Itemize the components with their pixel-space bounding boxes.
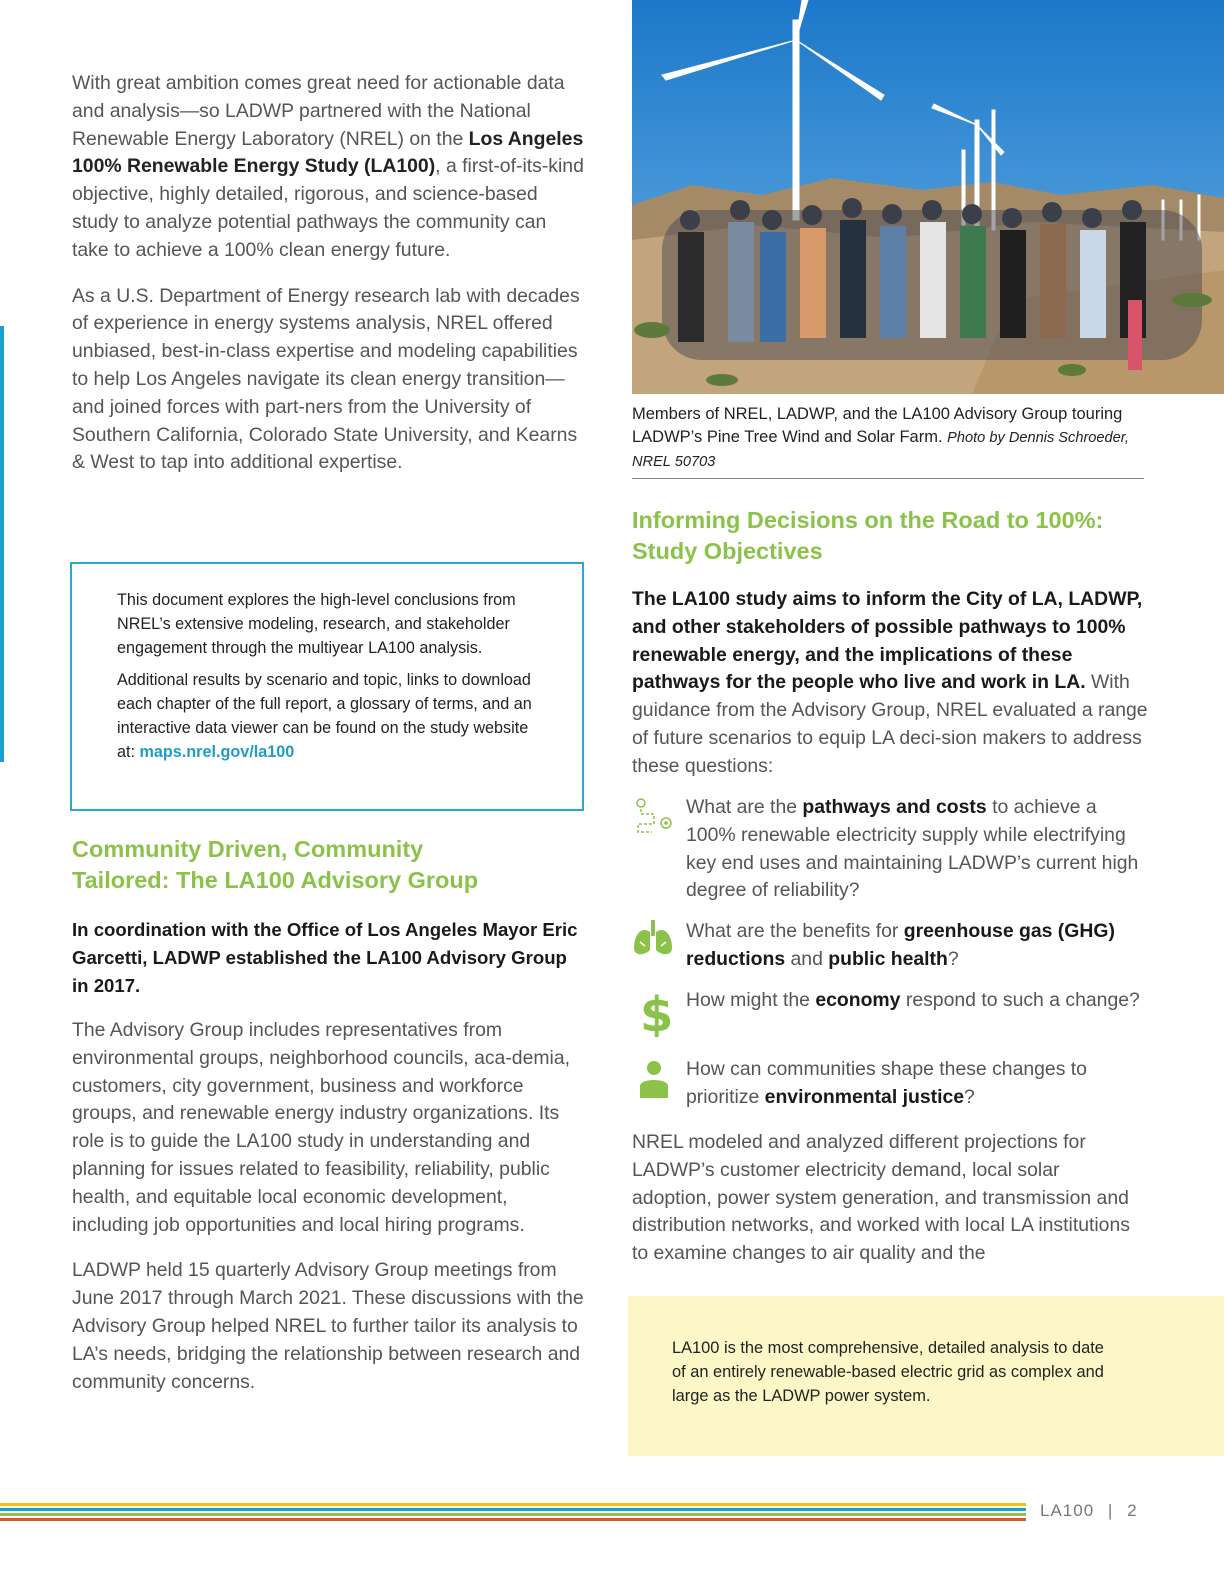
stripe-orange	[0, 1518, 1026, 1521]
q2-bold-ghg: greenhouse gas (GHG) reductions	[686, 920, 1115, 970]
left-accent-bar	[0, 326, 4, 762]
footer-label: LA100	[1040, 1501, 1095, 1520]
question-pathways-text	[686, 794, 1146, 905]
advisory-heading-line1: Community Driven, Community	[72, 836, 424, 862]
advisory-body	[72, 1017, 584, 1396]
svg-text:$: $	[640, 987, 674, 1037]
stripe-green	[0, 1513, 1026, 1516]
stripe-blue	[0, 1508, 1026, 1511]
q4-post: ?	[964, 1085, 975, 1108]
callout-box	[628, 1296, 1224, 1456]
q1-pre: What are the	[686, 796, 803, 818]
intro-text: With great ambition comes great need for actionable data and analysis—so LADWP partnered with the National Renewable Energy Laboratory (NREL) on the	[72, 72, 565, 150]
photo-caption	[632, 403, 1144, 474]
objectives-heading-line1: Informing Decisions on the Road to 100%:	[632, 507, 1104, 533]
caption-text: Members of NREL, LADWP, and the LA100 Advisory Group touring LADWP’s Pine Tree Wind and Solar Farm.	[632, 405, 1123, 446]
info-box	[70, 562, 584, 811]
lungs-icon	[632, 918, 674, 960]
q2-bold-health: public health	[828, 947, 948, 970]
advisory-paragraph: The Advisory Group includes representatives from environmental groups, neighborhood councils, aca-demia, customers, city government, business and workforce groups, and renewable energy industry organizations. Its role is to guide the LA100 study in understanding and planning for issues related to feasibility, reliability, public health, and equitable local economic development, including job opportunities and local hiring programs.	[72, 1019, 570, 1236]
q2-pre: What are the benefits for	[686, 920, 904, 942]
q1-bold: pathways and costs	[802, 796, 987, 818]
dollar-icon	[632, 987, 674, 1037]
q3-post: respond to such a change?	[900, 989, 1140, 1011]
person-icon	[632, 1056, 674, 1098]
meetings-paragraph: LADWP held 15 quarterly Advisory Group meetings from June 2017 through March 2021. These discussions with the Advisory Group helped NREL to further tailor its analysis to LA’s needs, bridging the relationship between research and community concerns.	[72, 1259, 584, 1393]
intro-paragraph	[72, 70, 584, 265]
wind-farm-photo	[632, 0, 1224, 394]
advisory-lead: In coordination with the Office of Los Angeles Mayor Eric Garcetti, LADWP established the LA100 Advisory Group in 2017.	[72, 919, 578, 996]
group-photo	[632, 0, 1224, 394]
page-footer	[1040, 1501, 1138, 1521]
advisory-group-heading	[72, 834, 584, 896]
study-website-link[interactable]: maps.nrel.gov/la100	[139, 743, 295, 761]
callout-text: LA100 is the most comprehensive, detailed analysis to date of an entirely renewable-based electric grid as complex and large as the LADWP power system.	[672, 1339, 1104, 1405]
footer-separator: |	[1107, 1501, 1114, 1520]
q3-pre: How might the	[686, 989, 816, 1011]
q3-bold: economy	[815, 989, 901, 1011]
objectives-heading	[632, 505, 1144, 567]
caption-divider	[632, 478, 1144, 479]
q2-mid: and	[785, 947, 829, 970]
study-name: Los Angeles 100% Renewable Energy Study (LA100)	[72, 127, 584, 178]
photo-credit: Photo by Dennis Schroeder, NREL 50703	[632, 430, 1129, 470]
info-box-text-1: This document explores the high-level conclusions from NREL’s extensive modeling, research, and stakeholder engagement through the multiyear LA100 analysis.	[117, 591, 516, 657]
q2-post: ?	[947, 947, 959, 970]
modeling-paragraph: NREL modeled and analyzed different projections for LADWP’s customer electricity demand, local solar adoption, power system generation, and transmission and distribution networks, and worked with local LA institutions to examine changes to air quality and the	[632, 1131, 1130, 1265]
q4-pre: How can communities shape these changes to prioritize	[686, 1058, 1087, 1108]
left-intro	[72, 70, 584, 477]
nrel-paragraph: As a U.S. Department of Energy research lab with decades of experience in energy systems analysis, NREL offered unbiased, best-in-class expertise and modeling capabilities to help Los Angeles navigate its clean energy transition—and joined forces with part-ners from the University of Southern California, Colorado State University, and Kearns & West to tap into additional expertise.	[72, 284, 580, 474]
page-number: 2	[1127, 1501, 1138, 1520]
map-route-icon	[632, 794, 674, 836]
q1-post: to achieve a 100% renewable electricity supply while electrifying key end uses and maintaining LADWP’s current high degree of reliability?	[686, 796, 1139, 902]
question-economy-text	[686, 987, 1146, 1015]
objectives-lead-rest: With guidance from the Advisory Group, NREL evaluated a range of future scenarios to equip LA deci-sion makers to address these questions:	[632, 671, 1148, 777]
question-health-text	[686, 918, 1146, 974]
advisory-heading-line2: Tailored: The LA100 Advisory Group	[72, 867, 479, 893]
objectives-lead	[632, 586, 1152, 781]
q4-bold: environmental justice	[764, 1085, 965, 1108]
intro-text-end: , a first-of-its-kind objective, highly detailed, rigorous, and science-based study to analyze potential pathways the community can take to achieve a 100% clean energy future.	[72, 155, 584, 261]
info-box-text-2-body: Additional results by scenario and topic, links to download each chapter of the full report, a glossary of terms, and an interactive data viewer can be found on the study website at:	[117, 671, 532, 761]
question-justice-text	[686, 1056, 1146, 1112]
stripe-yellow	[0, 1503, 1026, 1506]
info-box-text-2	[117, 668, 536, 764]
objectives-lead-bold: The LA100 study aims to inform the City of LA, LADWP, and other stakeholders of possible pathways to 100% renewable energy, and the implications of these pathways for the people who live and work in LA.	[632, 588, 1143, 694]
footer-stripes	[0, 1503, 1026, 1523]
objectives-heading-line2: Study Objectives	[632, 538, 823, 564]
